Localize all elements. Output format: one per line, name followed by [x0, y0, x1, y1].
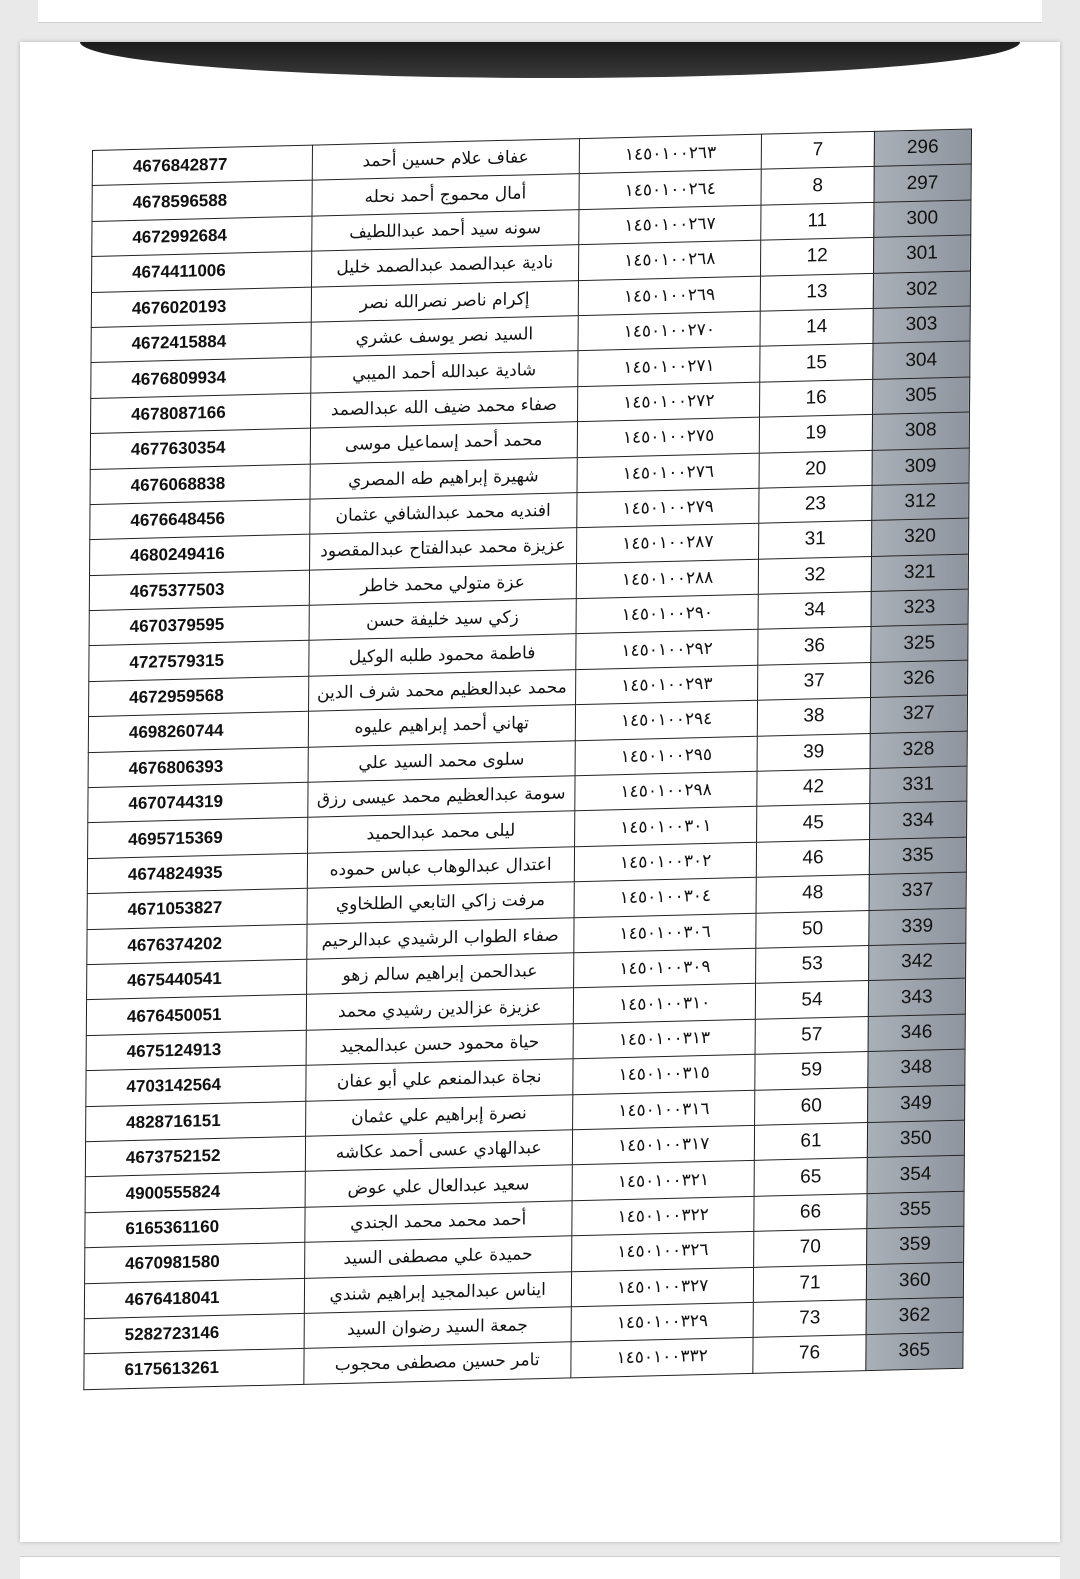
record-number-cell: 342 [868, 943, 966, 981]
name-cell: أمال محموج أحمد نحله [312, 174, 580, 216]
national-id-cell: 4703142564 [86, 1065, 306, 1106]
code-cell: ١٤٥٠١٠٠٢٩٤ [575, 700, 758, 740]
code-cell: ١٤٥٠١٠٠٢٧٥ [577, 417, 760, 457]
name-cell: سومة عبدالعظيم محمد عيسى رزق [307, 776, 575, 818]
sequence-cell: 7 [762, 131, 875, 169]
national-id-cell: 4676068838 [90, 464, 310, 505]
name-cell: محمد أحمد إسماعيل موسى [310, 422, 578, 464]
record-number-cell: 355 [867, 1191, 965, 1229]
sequence-cell: 38 [758, 698, 871, 736]
record-number-cell: 326 [870, 660, 968, 698]
record-number-cell: 354 [867, 1156, 965, 1194]
name-cell: نصرة إبراهيم علي عثمان [305, 1094, 573, 1136]
national-id-cell: 4674824935 [87, 853, 307, 894]
record-number-cell: 302 [873, 271, 971, 309]
sequence-cell: 39 [757, 733, 870, 771]
sequence-cell: 48 [756, 875, 869, 913]
national-id-cell: 4670379595 [89, 605, 309, 646]
name-cell: صفاء الطواب الرشيدي عبدالرحيم [306, 917, 574, 959]
sequence-cell: 14 [760, 308, 873, 346]
national-id-cell: 4675377503 [89, 570, 309, 611]
code-cell: ١٤٥٠١٠٠٣٠٤ [574, 877, 757, 917]
code-cell: ١٤٥٠١٠٠٢٧٠ [578, 311, 761, 351]
record-number-cell: 337 [869, 872, 967, 910]
sequence-cell: 34 [758, 592, 871, 630]
record-number-cell: 303 [873, 306, 971, 344]
national-id-cell: 4670981580 [85, 1242, 305, 1283]
sequence-cell: 16 [760, 379, 873, 417]
code-cell: ١٤٥٠١٠٠٣١٦ [573, 1090, 756, 1130]
name-cell: جمعة السيد رضوان السيد [304, 1307, 572, 1349]
record-number-cell: 360 [866, 1262, 964, 1300]
sequence-cell: 60 [755, 1087, 868, 1125]
national-id-cell: 4676842877 [92, 145, 312, 186]
code-cell: ١٤٥٠١٠٠٢٩٨ [575, 771, 758, 811]
national-id-cell: 4676418041 [84, 1278, 304, 1319]
sequence-cell: 65 [755, 1158, 868, 1196]
sequence-cell: 54 [756, 981, 869, 1019]
sequence-cell: 53 [756, 946, 869, 984]
code-cell: ١٤٥٠١٠٠٢٦٩ [578, 276, 761, 316]
sequence-cell: 12 [761, 238, 874, 276]
name-cell: السيد نصر يوسف عشري [311, 316, 579, 358]
records-table-body [84, 129, 972, 1389]
name-cell: نجاة عبدالمنعم علي أبو عفان [305, 1059, 573, 1101]
name-cell: عزة متولي محمد خاطر [309, 563, 577, 605]
code-cell: ١٤٥٠١٠٠٣١٠ [573, 984, 756, 1024]
sequence-cell: 45 [757, 804, 870, 842]
name-cell: شادية عبدالله أحمد الميبي [310, 351, 578, 393]
record-number-cell: 312 [871, 483, 969, 521]
national-id-cell: 4673752152 [85, 1136, 305, 1177]
record-number-cell: 335 [869, 837, 967, 875]
national-id-cell: 4672959568 [89, 676, 309, 717]
code-cell: ١٤٥٠١٠٠٢٧٢ [577, 382, 760, 422]
national-id-cell: 4698260744 [88, 711, 308, 752]
name-cell: عبدالحمن إبراهيم سالم زهو [306, 953, 574, 995]
code-cell: ١٤٥٠١٠٠٣٢٧ [571, 1267, 754, 1307]
national-id-cell: 4677630354 [90, 428, 310, 469]
record-number-cell: 304 [872, 341, 970, 379]
code-cell: ١٤٥٠١٠٠٢٦٣ [579, 134, 762, 174]
code-cell: ١٤٥٠١٠٠٣٢١ [572, 1161, 755, 1201]
code-cell: ١٤٥٠١٠٠٣٢٩ [571, 1302, 754, 1342]
code-cell: ١٤٥٠١٠٠٢٩٥ [575, 736, 758, 776]
code-cell: ١٤٥٠١٠٠٣٢٢ [572, 1196, 755, 1236]
record-number-cell: 305 [872, 377, 970, 415]
national-id-cell: 4678596588 [92, 181, 312, 222]
code-cell: ١٤٥٠١٠٠٣١٧ [572, 1125, 755, 1165]
name-cell: افنديه محمد عبدالشافي عثمان [309, 493, 577, 535]
record-number-cell: 301 [873, 235, 971, 273]
national-id-cell: 4676648456 [90, 499, 310, 540]
sequence-cell: 15 [760, 344, 873, 382]
record-number-cell: 349 [867, 1085, 965, 1123]
code-cell: ١٤٥٠١٠٠٢٩٢ [576, 630, 759, 670]
code-cell: ١٤٥٠١٠٠٣٠٦ [574, 913, 757, 953]
national-id-cell: 4676374202 [87, 924, 307, 965]
code-cell: ١٤٥٠١٠٠٢٧١ [578, 347, 761, 387]
national-id-cell: 4680249416 [90, 534, 310, 575]
national-id-cell: 4675124913 [86, 1030, 306, 1071]
record-number-cell: 327 [870, 695, 968, 733]
sequence-cell: 42 [757, 769, 870, 807]
record-number-cell: 365 [866, 1333, 964, 1371]
national-id-cell: 4676450051 [86, 995, 306, 1036]
sequence-cell: 59 [755, 1052, 868, 1090]
previous-page-edge [38, 0, 1042, 23]
national-id-cell: 4900555824 [85, 1172, 305, 1213]
page-shadow-band [80, 42, 1020, 78]
sequence-cell: 11 [761, 202, 874, 240]
sequence-cell: 19 [760, 415, 873, 453]
name-cell: شهيرة إبراهيم طه المصري [310, 457, 578, 499]
national-id-cell: 4670744319 [88, 782, 308, 823]
national-id-cell: 4828716151 [86, 1101, 306, 1142]
sequence-cell: 37 [758, 662, 871, 700]
national-id-cell: 4727579315 [89, 641, 309, 682]
national-id-cell: 4674411006 [92, 251, 312, 292]
code-cell: ١٤٥٠١٠٠٢٦٤ [579, 170, 762, 210]
sequence-cell: 36 [758, 627, 871, 665]
name-cell: محمد عبدالعظيم محمد شرف الدين [308, 670, 576, 712]
sequence-cell: 32 [759, 556, 872, 594]
name-cell: إكرام ناصر نصرالله نصر [311, 280, 579, 322]
record-number-cell: 339 [869, 908, 967, 946]
record-number-cell: 323 [871, 589, 969, 627]
table-container [83, 128, 972, 1389]
code-cell: ١٤٥٠١٠٠٣٠٢ [574, 842, 757, 882]
sequence-cell: 70 [754, 1229, 867, 1267]
sequence-cell: 76 [753, 1335, 866, 1373]
record-number-cell: 348 [868, 1049, 966, 1087]
code-cell: ١٤٥٠١٠٠٢٩٣ [576, 665, 759, 705]
record-number-cell: 343 [868, 979, 966, 1017]
record-number-cell: 331 [870, 766, 968, 804]
record-number-cell: 328 [870, 731, 968, 769]
code-cell: ١٤٥٠١٠٠٢٦٧ [579, 205, 762, 245]
name-cell: سلوى محمد السيد علي [308, 740, 576, 782]
sequence-cell: 61 [755, 1123, 868, 1161]
national-id-cell: 4678087166 [91, 393, 311, 434]
record-number-cell: 296 [874, 129, 972, 167]
name-cell: عزيزة محمد عبدالفتاح عبدالمقصود [309, 528, 577, 570]
code-cell: ١٤٥٠١٠٠٢٨٧ [576, 523, 759, 563]
code-cell: ١٤٥٠١٠٠٣١٥ [573, 1054, 756, 1094]
sequence-cell: 23 [759, 485, 872, 523]
sequence-cell: 31 [759, 521, 872, 559]
code-cell: ١٤٥٠١٠٠٣٢٦ [572, 1231, 755, 1271]
sequence-cell: 46 [757, 839, 870, 877]
name-cell: تامر حسين مصطفى محجوب [303, 1342, 571, 1384]
name-cell: مرفت زاكي التابعي الطلخاوي [307, 882, 575, 924]
next-page-edge [20, 1556, 1060, 1579]
name-cell: حميدة علي مصطفى السيد [304, 1236, 572, 1278]
sequence-cell: 57 [755, 1016, 868, 1054]
record-number-cell: 334 [869, 802, 967, 840]
record-number-cell: 321 [871, 554, 969, 592]
code-cell: ١٤٥٠١٠٠٣٠٩ [574, 948, 757, 988]
name-cell: صفاء محمد ضيف الله عبدالصمد [310, 386, 578, 428]
name-cell: عفاف علام حسين أحمد [312, 139, 580, 181]
national-id-cell: 4671053827 [87, 888, 307, 929]
name-cell: زكي سيد خليفة حسن [309, 599, 577, 641]
name-cell: اعتدال عبدالوهاب عباس حموده [307, 847, 575, 889]
code-cell: ١٤٥٠١٠٠٣١٣ [573, 1019, 756, 1059]
record-number-cell: 362 [866, 1297, 964, 1335]
sequence-cell: 71 [754, 1264, 867, 1302]
name-cell: فاطمة محمود طلبه الوكيل [308, 634, 576, 676]
record-number-cell: 309 [872, 448, 970, 486]
sequence-cell: 50 [756, 910, 869, 948]
national-id-cell: 6175613261 [84, 1349, 304, 1390]
code-cell: ١٤٥٠١٠٠٢٧٦ [577, 453, 760, 493]
record-number-cell: 359 [866, 1226, 964, 1264]
record-number-cell: 350 [867, 1120, 965, 1158]
name-cell: سعيد عبدالعال علي عوض [305, 1165, 573, 1207]
record-number-cell: 320 [871, 518, 969, 556]
name-cell: ايناس عبدالمجيد إبراهيم شندي [304, 1271, 572, 1313]
record-number-cell: 300 [873, 200, 971, 238]
sequence-cell: 13 [761, 273, 874, 311]
national-id-cell: 4695715369 [88, 818, 308, 859]
national-id-cell: 4676020193 [91, 287, 311, 328]
code-cell: ١٤٥٠١٠٠٢٩٠ [576, 594, 759, 634]
name-cell: سونه سيد أحمد عبداللطيف [311, 209, 579, 251]
code-cell: ١٤٥٠١٠٠٣٣٢ [571, 1338, 754, 1378]
sequence-cell: 73 [754, 1299, 867, 1337]
sequence-cell: 8 [761, 167, 874, 205]
national-id-cell: 4675440541 [87, 959, 307, 1000]
code-cell: ١٤٥٠١٠٠٢٦٨ [578, 240, 761, 280]
record-number-cell: 346 [868, 1014, 966, 1052]
code-cell: ١٤٥٠١٠٠٢٧٩ [577, 488, 760, 528]
name-cell: أحمد محمد محمد الجندي [304, 1201, 572, 1243]
record-number-cell: 325 [870, 625, 968, 663]
national-id-cell: 4676806393 [88, 747, 308, 788]
name-cell: ليلى محمد عبدالحميد [307, 811, 575, 853]
national-id-cell: 5282723146 [84, 1313, 304, 1354]
name-cell: تهاني أحمد إبراهيم عليوه [308, 705, 576, 747]
code-cell: ١٤٥٠١٠٠٢٨٨ [576, 559, 759, 599]
name-cell: عزيزة عزالدين رشيدي محمد [306, 988, 574, 1030]
record-number-cell: 297 [874, 164, 972, 202]
sequence-cell: 20 [759, 450, 872, 488]
national-id-cell: 6165361160 [85, 1207, 305, 1248]
records-table [83, 128, 972, 1389]
name-cell: حياة محمود حسن عبدالمجيد [306, 1024, 574, 1066]
national-id-cell: 4672992684 [92, 216, 312, 257]
national-id-cell: 4676809934 [91, 358, 311, 399]
national-id-cell: 4672415884 [91, 322, 311, 363]
sequence-cell: 66 [754, 1193, 867, 1231]
name-cell: نادية عبدالصمد عبدالصمد خليل [311, 245, 579, 287]
record-number-cell: 308 [872, 412, 970, 450]
code-cell: ١٤٥٠١٠٠٣٠١ [575, 807, 758, 847]
name-cell: عبدالهادي عسى أحمد عكاشه [305, 1130, 573, 1172]
